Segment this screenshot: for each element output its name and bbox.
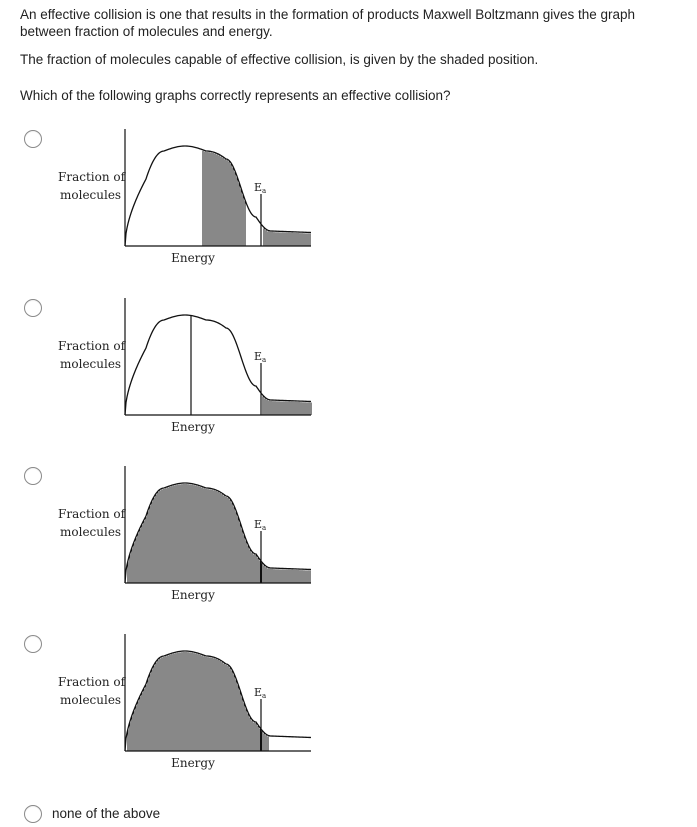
distribution-curve (125, 315, 311, 415)
y-axis-label-line-2: molecules (60, 357, 122, 371)
y-axis-label-line-2: molecules (60, 693, 122, 707)
y-axis-label-line-1: Fraction of (58, 675, 126, 689)
option-5-radio[interactable] (24, 805, 42, 823)
option-4-graph-svg (56, 629, 318, 769)
option-1-radio[interactable] (24, 130, 42, 148)
option-3-graph-svg (56, 461, 318, 601)
distribution-curve (125, 146, 311, 246)
threshold-label: Ea (254, 350, 267, 364)
shaded-region (203, 151, 245, 246)
option-5-label[interactable]: none of the above (52, 806, 161, 821)
option-3-graph (56, 461, 318, 601)
y-axis-label-line-1: Fraction of (58, 339, 126, 353)
option-1-graph (56, 124, 318, 264)
option-2-graph (56, 293, 318, 433)
x-axis-label: Energy (171, 251, 215, 265)
threshold-label: Ea (254, 181, 267, 195)
y-axis-label-line-2: molecules (60, 188, 122, 202)
threshold-label: Ea (254, 518, 267, 532)
question-paragraph-1: An effective collision is one that results in the formation of products Maxwell Boltzmann gives the graph between fraction of molecules and energy. (20, 7, 636, 39)
option-2-graph-svg (56, 293, 318, 433)
question-paragraph-2: The fraction of molecules capable of effective collision, is given by the shaded position. (20, 52, 539, 67)
option-2-radio[interactable] (24, 299, 42, 317)
y-axis-label-line-1: Fraction of (58, 170, 126, 184)
y-axis-label-line-2: molecules (60, 525, 122, 539)
option-1-graph-svg (56, 124, 318, 264)
x-axis-label: Energy (171, 420, 215, 434)
option-4-radio[interactable] (24, 635, 42, 653)
shaded-region (128, 652, 268, 751)
x-axis-label: Energy (171, 588, 215, 602)
x-axis-label: Energy (171, 756, 215, 770)
shaded-region (261, 394, 311, 415)
option-3-radio[interactable] (24, 467, 42, 485)
question-paragraph-3: Which of the following graphs correctly represents an effective collision? (20, 88, 451, 103)
threshold-label: Ea (254, 686, 267, 700)
option-4-graph (56, 629, 318, 769)
y-axis-label-line-1: Fraction of (58, 507, 126, 521)
